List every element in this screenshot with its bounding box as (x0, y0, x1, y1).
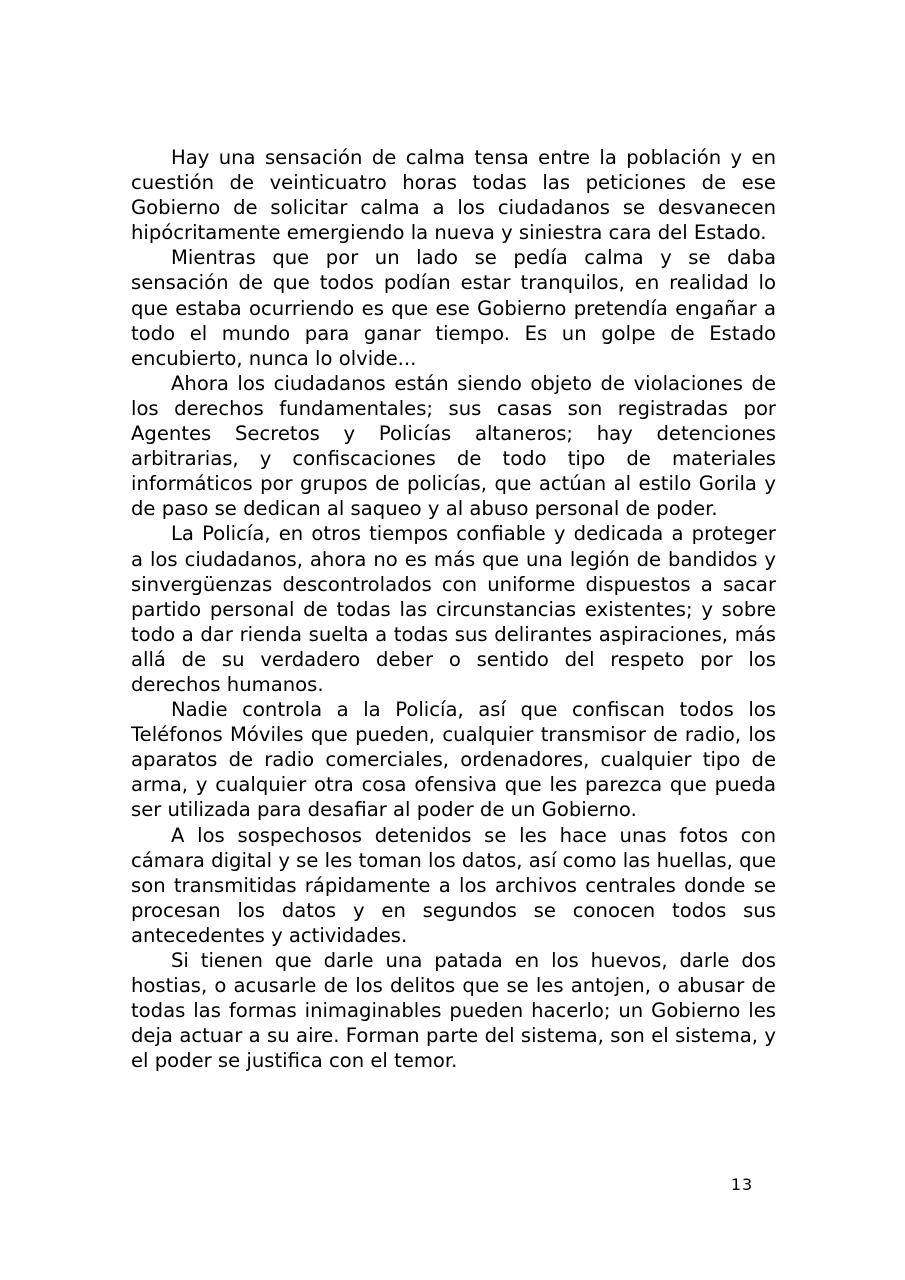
body-text (131, 145, 776, 1073)
paragraph-5: Nadie controla a la Policía, así que confiscan todos los Teléfonos Móviles que pueden, cualquier transmisor de radio, los aparatos de radio comerciales, ordenadores, cualquier tipo de arma, y cualquier otra cosa ofensiva que les parezca que pueda ser utilizada para desafiar al poder de un Gobierno. (131, 698, 776, 822)
paragraph-6: A los sospechosos detenidos se les hace unas fotos con cámara digital y se les toman los datos, así como las huellas, que son transmitidas rápidamente a los archivos centrales donde se procesan los datos y en segundos se conocen todos sus antecedentes y actividades. (131, 823, 776, 947)
paragraph-7: Si tienen que darle una patada en los huevos, darle dos hostias, o acusarle de los delitos que se les antojen, o abusar de todas las formas inimaginables pueden hacerlo; un Gobierno les deja actuar a su aire. Forman parte del sistema, son el sistema, y el poder se justifica con el temor. (131, 949, 776, 1073)
page-number: 13 (730, 1175, 754, 1194)
paragraph-3: Ahora los ciudadanos están siendo objeto de violaciones de los derechos fundamentales; sus casas son registradas por Agentes Secretos y Policías altaneros; hay detenciones arbitrarias, y confiscaciones de todo tipo de materiales informáticos por grupos de policías, que actúan al estilo Gorila y de paso se dedican al saqueo y al abuso personal de poder. (131, 371, 776, 521)
paragraph-2: Mientras que por un lado se pedía calma y se daba sensación de que todos podían estar tranquilos, en realidad lo que estaba ocurriendo es que ese Gobierno pretendía engañar a todo el mundo para ganar tiempo. Es un golpe de Estado encubierto, nunca lo olvide... (131, 246, 776, 370)
paragraph-4: La Policía, en otros tiempos confiable y dedicada a proteger a los ciudadanos, ahora no es más que una legión de bandidos y sinvergüenzas descontrolados con uniforme dispuestos a sacar partido personal de todas las circunstancias existentes; y sobre todo a dar rienda suelta a todas sus delirantes aspiraciones, más allá de su verdadero deber o sentido del respeto por los derechos humanos. (131, 522, 776, 696)
paragraph-1: Hay una sensación de calma tensa entre la población y en cuestión de veinticuatro horas todas las peticiones de ese Gobierno de solicitar calma a los ciudadanos se desvanecen hipócritamente emergiendo la nueva y siniestra cara del Estado. (131, 146, 776, 245)
